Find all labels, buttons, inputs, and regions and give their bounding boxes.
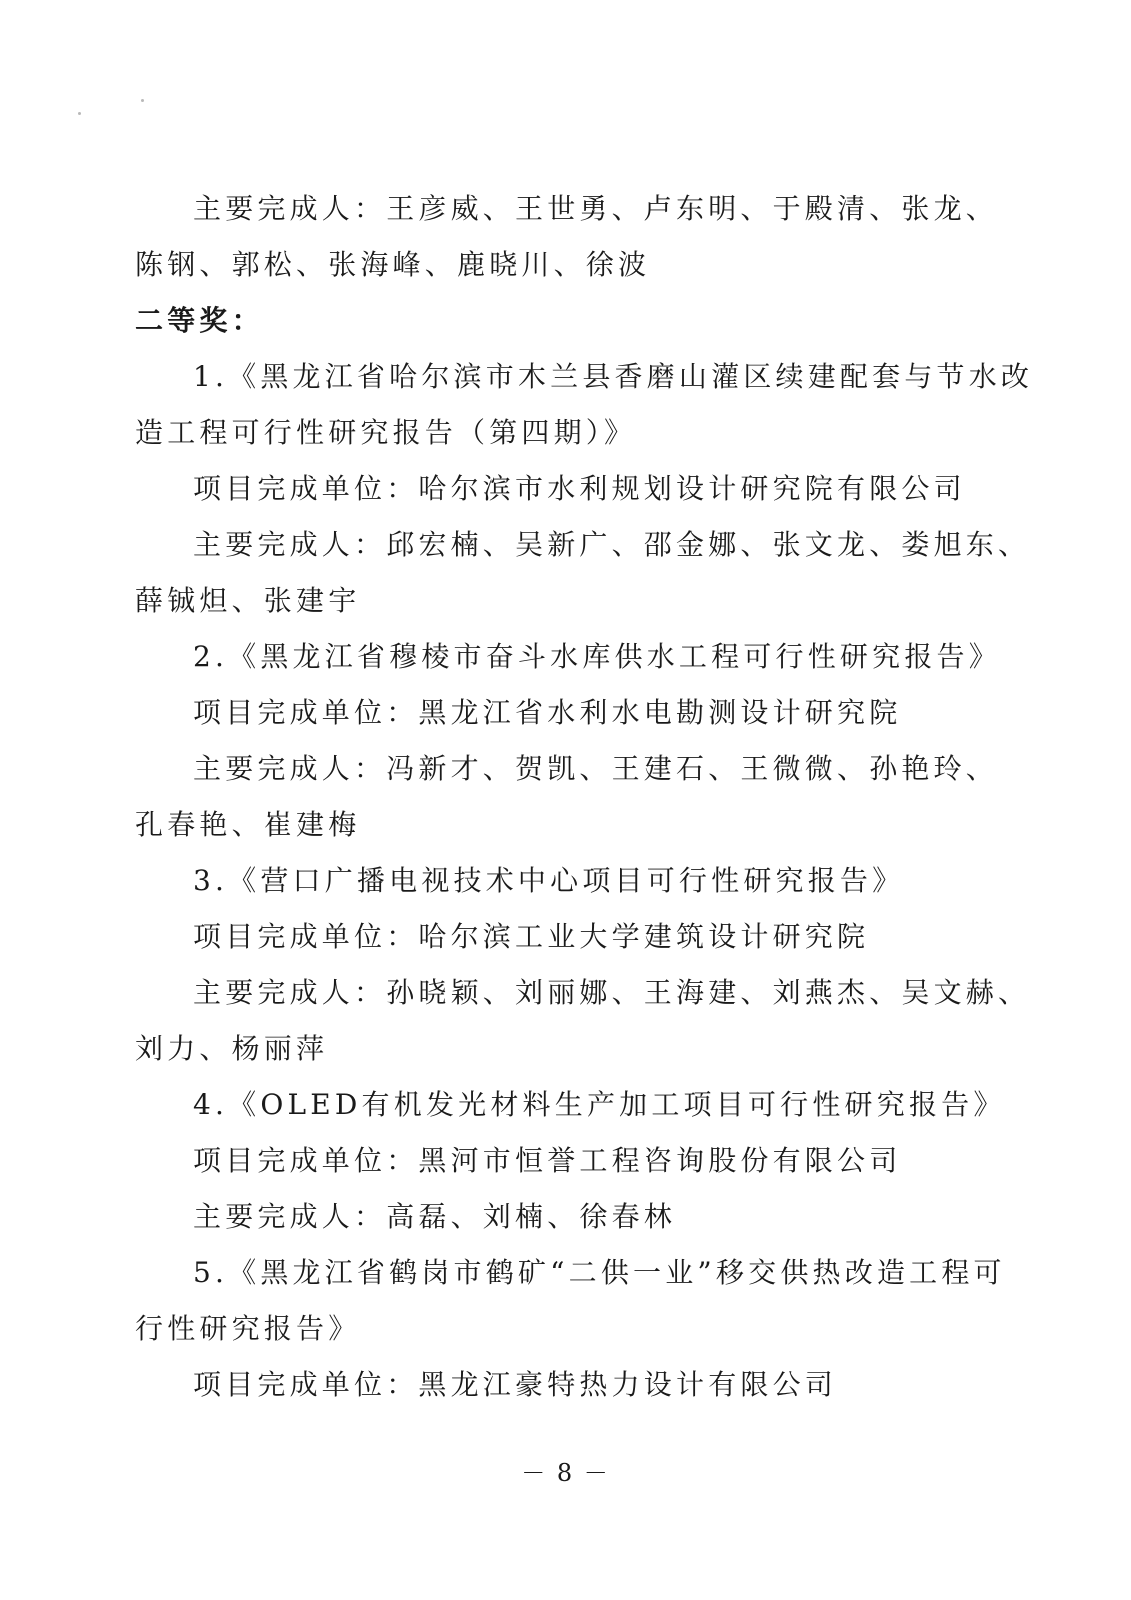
project-5-unit: 项目完成单位：黑龙江豪特热力设计有限公司 <box>193 1368 838 1401</box>
page-number: － 8 － <box>521 1459 610 1487</box>
project-5-title-continued: 行性研究报告》 <box>135 1312 361 1345</box>
document-body <box>135 181 1034 1413</box>
project-2-title: 2.《黑龙江省穆棱市奋斗水库供水工程可行性研究报告》 <box>193 640 1001 673</box>
project-3-completers: 主要完成人：孙晓颖、刘丽娜、王海建、刘燕杰、吴文赫、 <box>193 976 1031 1009</box>
project-5-title: 5.《黑龙江省鹤岗市鹤矿“二供一业”移交供热改造工程可 <box>193 1256 1006 1289</box>
project-1-completers-continued: 薛铖炟、张建宇 <box>135 584 361 617</box>
second-prize-heading: 二等奖： <box>135 304 264 337</box>
project-4-completers: 主要完成人：高磊、刘楠、徐春林 <box>193 1200 677 1233</box>
project-4-title: 4.《OLED有机发光材料生产加工项目可行性研究报告》 <box>193 1088 1006 1121</box>
project-3-completers-continued: 刘力、杨丽萍 <box>135 1032 329 1065</box>
completers-line: 主要完成人：王彦威、王世勇、卢东明、于殿清、张龙、 <box>193 192 999 225</box>
project-2-completers: 主要完成人：冯新才、贺凯、王建石、王微微、孙艳玲、 <box>193 752 999 785</box>
completers-line-continued: 陈钢、郭松、张海峰、鹿晓川、徐波 <box>135 248 651 281</box>
project-2-unit: 项目完成单位：黑龙江省水利水电勘测设计研究院 <box>193 696 902 729</box>
scan-speck <box>141 99 144 102</box>
project-4-unit: 项目完成单位：黑河市恒誉工程咨询股份有限公司 <box>193 1144 902 1177</box>
project-1-title: 1.《黑龙江省哈尔滨市木兰县香磨山灌区续建配套与节水改 <box>193 360 1034 393</box>
project-1-completers: 主要完成人：邱宏楠、吴新广、邵金娜、张文龙、娄旭东、 <box>193 528 1031 561</box>
project-2-completers-continued: 孔春艳、崔建梅 <box>135 808 361 841</box>
scan-speck <box>78 112 81 115</box>
project-3-unit: 项目完成单位：哈尔滨工业大学建筑设计研究院 <box>193 920 870 953</box>
project-1-title-continued: 造工程可行性研究报告（第四期）》 <box>135 416 637 449</box>
project-1-unit: 项目完成单位：哈尔滨市水利规划设计研究院有限公司 <box>193 472 966 505</box>
project-3-title: 3.《营口广播电视技术中心项目可行性研究报告》 <box>193 864 905 897</box>
